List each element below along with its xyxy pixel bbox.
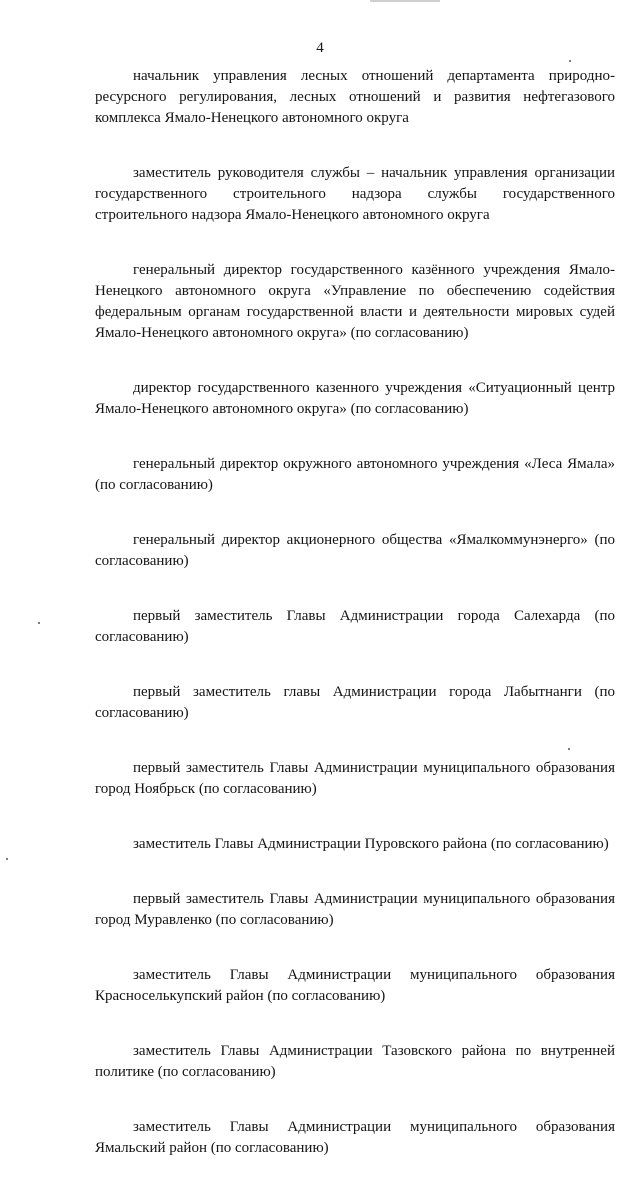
scan-speck — [6, 858, 8, 860]
list-item: заместитель Главы Администрации муниципального образования Ямальский район (по согласованию) — [95, 1119, 615, 1156]
list-item: заместитель Главы Администрации Пуровского района (по согласованию) — [133, 836, 609, 852]
list-item: начальник управления лесных отношений департамента природно-ресурсного регулирования, лесных отношений и развития нефтегазового комплекса Ямало-Ненецкого автономного округа — [95, 68, 615, 126]
list-item: заместитель Главы Администрации Тазовского района по внутренней политике (по согласованию) — [95, 1043, 615, 1080]
scan-speck — [568, 748, 570, 750]
list-item: заместитель Главы Администрации муниципального образования Красноселькупский район (по согласованию) — [95, 967, 615, 1004]
list-item: первый заместитель главы Администрации города Лабытнанги (по согласованию) — [95, 684, 615, 721]
scan-edge-mark — [370, 0, 440, 2]
list-item: заместитель руководителя службы – начальник управления организации государственного строительного надзора службы государственного строительного надзора Ямало-Ненецкого автономного округа — [95, 165, 615, 223]
scan-speck — [569, 60, 571, 62]
document-body — [95, 66, 615, 1193]
list-item: генеральный директор окружного автономного учреждения «Леса Ямала» (по согласованию) — [95, 456, 615, 493]
list-item: генеральный директор государственного казённого учреждения Ямало-Ненецкого автономного округа «Управление по обеспечению содействия федеральным органам государственной власти и деятельности мировых судей Ямало-Ненецкого автономного округа» (по согласованию) — [95, 262, 615, 341]
list-item: первый заместитель Главы Администрации муниципального образования город Ноябрьск (по согласованию) — [95, 760, 615, 797]
scan-speck — [38, 622, 40, 624]
page-number: 4 — [316, 40, 324, 56]
list-item: генеральный директор акционерного общества «Ямалкоммунэнерго» (по согласованию) — [95, 532, 615, 569]
list-item: первый заместитель Главы Администрации муниципального образования город Муравленко (по согласованию) — [95, 891, 615, 928]
list-item: директор государственного казенного учреждения «Ситуационный центр Ямало-Ненецкого автономного округа» (по согласованию) — [95, 380, 615, 417]
list-item: первый заместитель Главы Администрации города Салехарда (по согласованию) — [95, 608, 615, 645]
